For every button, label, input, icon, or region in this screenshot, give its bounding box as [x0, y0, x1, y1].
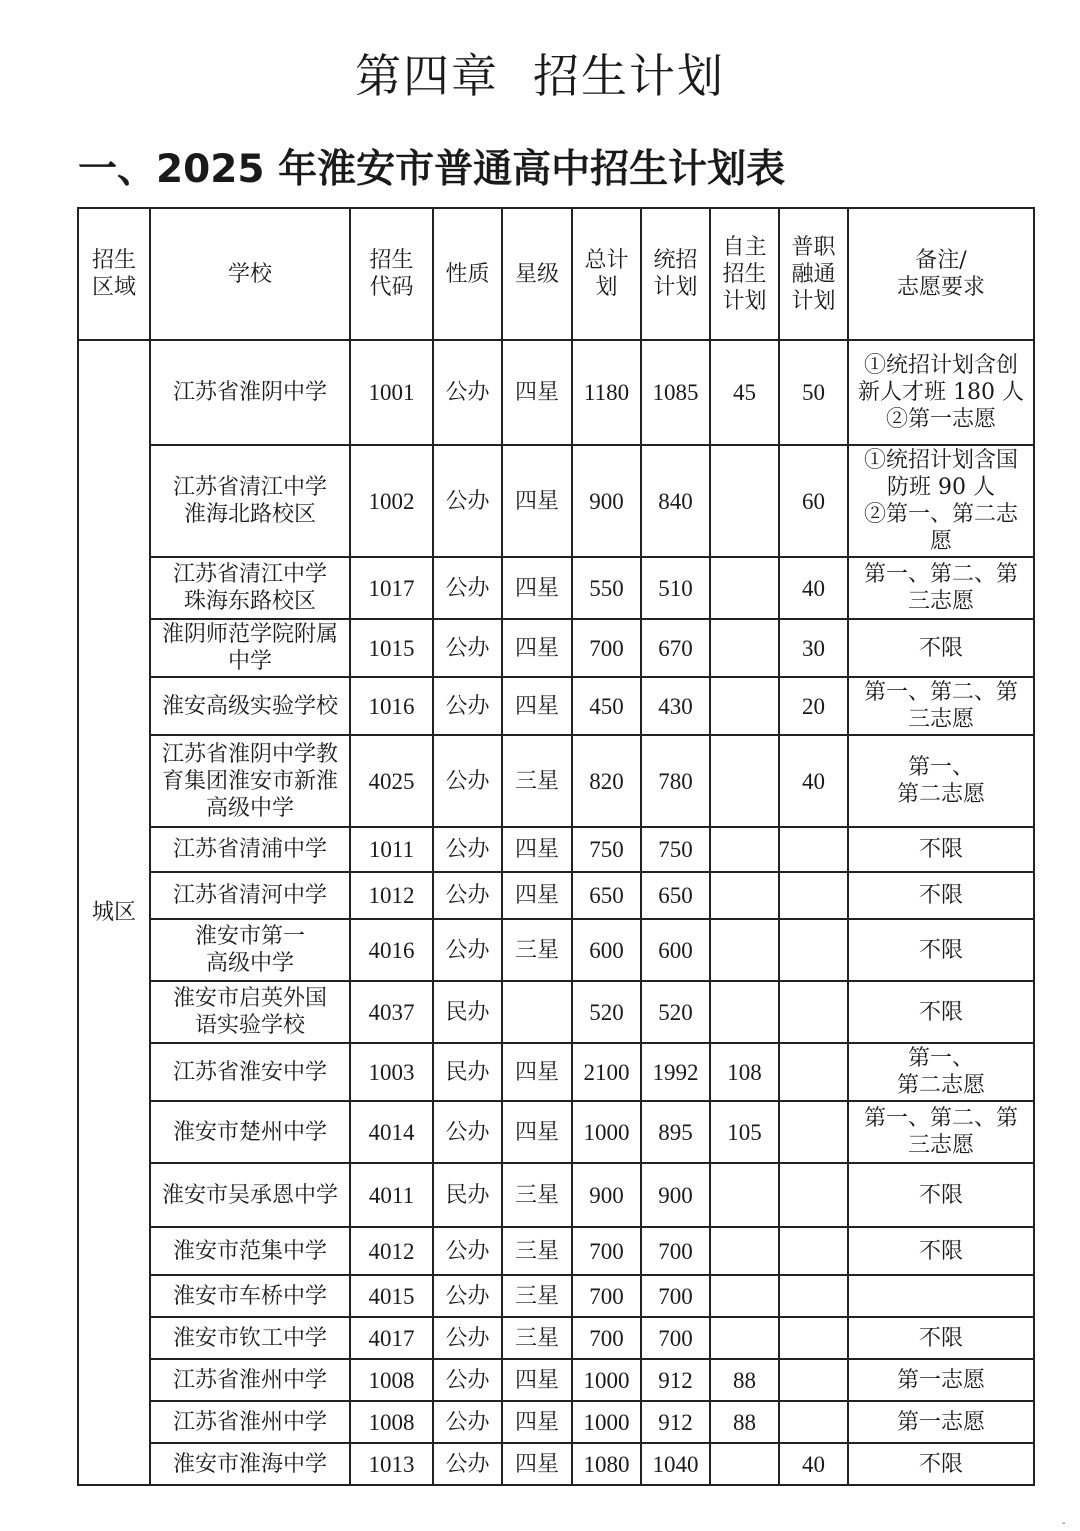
note-cell: 第一、第二、第 三志愿 — [848, 557, 1034, 619]
enrollment-plan-table — [77, 207, 1035, 1486]
header-code: 招生 代码 — [350, 208, 433, 340]
star-cell: 四星 — [502, 340, 572, 445]
note-cell: 不限 — [848, 919, 1034, 981]
integrated-cell — [779, 827, 848, 872]
autonomous-cell — [710, 1275, 779, 1317]
school-cell: 淮阴师范学院附属 中学 — [150, 619, 350, 677]
autonomous-cell: 45 — [710, 340, 779, 445]
code-cell: 1013 — [350, 1443, 433, 1485]
star-cell: 四星 — [502, 1101, 572, 1163]
table-row — [78, 1359, 1034, 1401]
type-cell: 公办 — [433, 619, 502, 677]
star-cell: 四星 — [502, 1401, 572, 1443]
autonomous-cell — [710, 872, 779, 919]
table-row — [78, 1401, 1034, 1443]
integrated-cell: 30 — [779, 619, 848, 677]
unified-cell: 670 — [641, 619, 710, 677]
table-row — [78, 981, 1034, 1043]
star-cell — [502, 981, 572, 1043]
school-cell: 淮安市车桥中学 — [150, 1275, 350, 1317]
unified-cell: 650 — [641, 872, 710, 919]
table-row — [78, 1227, 1034, 1275]
note-cell: ①统招计划含创 新人才班 180 人 ②第一志愿 — [848, 340, 1034, 445]
star-cell: 三星 — [502, 919, 572, 981]
autonomous-cell — [710, 981, 779, 1043]
total-cell: 520 — [572, 981, 641, 1043]
type-cell: 公办 — [433, 735, 502, 827]
integrated-cell: 40 — [779, 557, 848, 619]
school-cell: 淮安市钦工中学 — [150, 1317, 350, 1359]
table-row — [78, 1163, 1034, 1227]
code-cell: 4016 — [350, 919, 433, 981]
code-cell: 1002 — [350, 445, 433, 557]
note-cell: 第一、第二、第 三志愿 — [848, 677, 1034, 735]
star-cell: 四星 — [502, 557, 572, 619]
integrated-cell — [779, 1359, 848, 1401]
school-cell: 淮安市吴承恩中学 — [150, 1163, 350, 1227]
total-cell: 1000 — [572, 1101, 641, 1163]
total-cell: 700 — [572, 1317, 641, 1359]
total-cell: 700 — [572, 1227, 641, 1275]
autonomous-cell — [710, 735, 779, 827]
type-cell: 公办 — [433, 1227, 502, 1275]
code-cell: 1003 — [350, 1043, 433, 1101]
table-header-row — [78, 208, 1034, 340]
code-cell: 1012 — [350, 872, 433, 919]
note-cell: 不限 — [848, 1163, 1034, 1227]
autonomous-cell — [710, 619, 779, 677]
type-cell: 公办 — [433, 677, 502, 735]
table-row — [78, 1443, 1034, 1485]
total-cell: 650 — [572, 872, 641, 919]
integrated-cell — [779, 1043, 848, 1101]
header-region: 招生 区域 — [78, 208, 150, 340]
unified-cell: 430 — [641, 677, 710, 735]
total-cell: 1000 — [572, 1359, 641, 1401]
star-cell: 三星 — [502, 1163, 572, 1227]
table-row — [78, 1043, 1034, 1101]
unified-cell: 840 — [641, 445, 710, 557]
code-cell: 4037 — [350, 981, 433, 1043]
school-cell: 淮安市启英外国 语实验学校 — [150, 981, 350, 1043]
code-cell: 1015 — [350, 619, 433, 677]
school-cell: 江苏省淮安中学 — [150, 1043, 350, 1101]
type-cell: 民办 — [433, 981, 502, 1043]
header-unified: 统招 计划 — [641, 208, 710, 340]
autonomous-cell — [710, 557, 779, 619]
unified-cell: 895 — [641, 1101, 710, 1163]
note-cell: 不限 — [848, 1227, 1034, 1275]
unified-cell: 912 — [641, 1401, 710, 1443]
total-cell: 820 — [572, 735, 641, 827]
unified-cell: 510 — [641, 557, 710, 619]
autonomous-cell — [710, 445, 779, 557]
table-row — [78, 1101, 1034, 1163]
note-cell: 不限 — [848, 1317, 1034, 1359]
school-cell: 淮安高级实验学校 — [150, 677, 350, 735]
table-row — [78, 445, 1034, 557]
chapter-heading — [0, 40, 1080, 106]
star-cell: 四星 — [502, 445, 572, 557]
note-cell: 不限 — [848, 1443, 1034, 1485]
code-cell: 1008 — [350, 1359, 433, 1401]
table-row — [78, 1317, 1034, 1359]
total-cell: 750 — [572, 827, 641, 872]
header-integrated: 普职 融通 计划 — [779, 208, 848, 340]
autonomous-cell: 105 — [710, 1101, 779, 1163]
total-cell: 700 — [572, 1275, 641, 1317]
region-cell: 城区 — [78, 340, 150, 1485]
star-cell: 四星 — [502, 619, 572, 677]
star-cell: 四星 — [502, 677, 572, 735]
type-cell: 民办 — [433, 1043, 502, 1101]
note-cell: ①统招计划含国 防班 90 人 ②第一、第二志 愿 — [848, 445, 1034, 557]
total-cell: 900 — [572, 445, 641, 557]
star-cell: 四星 — [502, 1043, 572, 1101]
type-cell: 公办 — [433, 872, 502, 919]
integrated-cell: 40 — [779, 735, 848, 827]
autonomous-cell — [710, 1227, 779, 1275]
type-cell: 公办 — [433, 1275, 502, 1317]
note-cell: 不限 — [848, 619, 1034, 677]
unified-cell: 1992 — [641, 1043, 710, 1101]
code-cell: 1011 — [350, 827, 433, 872]
total-cell: 2100 — [572, 1043, 641, 1101]
integrated-cell — [779, 872, 848, 919]
star-cell: 四星 — [502, 1359, 572, 1401]
code-cell: 4012 — [350, 1227, 433, 1275]
note-cell: 第一、 第二志愿 — [848, 735, 1034, 827]
code-cell: 1008 — [350, 1401, 433, 1443]
integrated-cell — [779, 981, 848, 1043]
type-cell: 公办 — [433, 1443, 502, 1485]
autonomous-cell: 88 — [710, 1401, 779, 1443]
type-cell: 公办 — [433, 919, 502, 981]
note-cell: 第一志愿 — [848, 1401, 1034, 1443]
header-total: 总计 划 — [572, 208, 641, 340]
integrated-cell — [779, 919, 848, 981]
integrated-cell: 40 — [779, 1443, 848, 1485]
unified-cell: 700 — [641, 1227, 710, 1275]
note-cell: 第一志愿 — [848, 1359, 1034, 1401]
star-cell: 四星 — [502, 872, 572, 919]
autonomous-cell — [710, 919, 779, 981]
note-cell — [848, 1275, 1034, 1317]
table-row — [78, 919, 1034, 981]
integrated-cell — [779, 1101, 848, 1163]
section-title: 一、2025 年淮安市普通高中招生计划表 — [78, 147, 786, 192]
type-cell: 公办 — [433, 827, 502, 872]
autonomous-cell — [710, 1163, 779, 1227]
note-cell: 第一、第二、第 三志愿 — [848, 1101, 1034, 1163]
note-cell: 不限 — [848, 981, 1034, 1043]
type-cell: 公办 — [433, 1101, 502, 1163]
header-type: 性质 — [433, 208, 502, 340]
chapter-subtitle: 招生计划 — [533, 49, 725, 103]
school-cell: 淮安市楚州中学 — [150, 1101, 350, 1163]
school-cell: 江苏省清河中学 — [150, 872, 350, 919]
school-cell: 江苏省淮州中学 — [150, 1401, 350, 1443]
unified-cell: 900 — [641, 1163, 710, 1227]
integrated-cell — [779, 1401, 848, 1443]
autonomous-cell — [710, 827, 779, 872]
total-cell: 550 — [572, 557, 641, 619]
autonomous-cell — [710, 677, 779, 735]
total-cell: 1180 — [572, 340, 641, 445]
type-cell: 公办 — [433, 340, 502, 445]
type-cell: 公办 — [433, 1401, 502, 1443]
code-cell: 4014 — [350, 1101, 433, 1163]
header-school: 学校 — [150, 208, 350, 340]
table-row — [78, 557, 1034, 619]
integrated-cell: 20 — [779, 677, 848, 735]
star-cell: 三星 — [502, 1227, 572, 1275]
school-cell: 江苏省淮阴中学教 育集团淮安市新淮 高级中学 — [150, 735, 350, 827]
table-row — [78, 619, 1034, 677]
total-cell: 1000 — [572, 1401, 641, 1443]
note-cell: 不限 — [848, 872, 1034, 919]
note-cell: 第一、 第二志愿 — [848, 1043, 1034, 1101]
school-cell: 淮安市范集中学 — [150, 1227, 350, 1275]
school-cell: 江苏省淮阴中学 — [150, 340, 350, 445]
total-cell: 450 — [572, 677, 641, 735]
table-row — [78, 677, 1034, 735]
header-star: 星级 — [502, 208, 572, 340]
type-cell: 公办 — [433, 1359, 502, 1401]
code-cell: 1017 — [350, 557, 433, 619]
autonomous-cell — [710, 1443, 779, 1485]
total-cell: 1080 — [572, 1443, 641, 1485]
school-cell: 淮安市淮海中学 — [150, 1443, 350, 1485]
total-cell: 700 — [572, 619, 641, 677]
star-cell: 三星 — [502, 735, 572, 827]
table-row — [78, 735, 1034, 827]
table-row — [78, 340, 1034, 445]
unified-cell: 780 — [641, 735, 710, 827]
integrated-cell — [779, 1275, 848, 1317]
table-row — [78, 827, 1034, 872]
autonomous-cell: 108 — [710, 1043, 779, 1101]
school-cell: 江苏省淮州中学 — [150, 1359, 350, 1401]
integrated-cell — [779, 1227, 848, 1275]
code-cell: 1016 — [350, 677, 433, 735]
code-cell: 4015 — [350, 1275, 433, 1317]
integrated-cell: 50 — [779, 340, 848, 445]
unified-cell: 1085 — [641, 340, 710, 445]
unified-cell: 520 — [641, 981, 710, 1043]
autonomous-cell — [710, 1317, 779, 1359]
school-cell: 江苏省清江中学 珠海东路校区 — [150, 557, 350, 619]
type-cell: 公办 — [433, 557, 502, 619]
autonomous-cell: 88 — [710, 1359, 779, 1401]
code-cell: 1001 — [350, 340, 433, 445]
unified-cell: 912 — [641, 1359, 710, 1401]
unified-cell: 700 — [641, 1317, 710, 1359]
star-cell: 三星 — [502, 1317, 572, 1359]
integrated-cell — [779, 1317, 848, 1359]
total-cell: 900 — [572, 1163, 641, 1227]
type-cell: 公办 — [433, 1317, 502, 1359]
integrated-cell: 60 — [779, 445, 848, 557]
unified-cell: 700 — [641, 1275, 710, 1317]
total-cell: 600 — [572, 919, 641, 981]
type-cell: 民办 — [433, 1163, 502, 1227]
school-cell: 淮安市第一 高级中学 — [150, 919, 350, 981]
school-cell: 江苏省清浦中学 — [150, 827, 350, 872]
page-mark: - — [1062, 1518, 1066, 1529]
unified-cell: 600 — [641, 919, 710, 981]
unified-cell: 1040 — [641, 1443, 710, 1485]
star-cell: 四星 — [502, 827, 572, 872]
code-cell: 4011 — [350, 1163, 433, 1227]
code-cell: 4017 — [350, 1317, 433, 1359]
header-note: 备注/ 志愿要求 — [848, 208, 1034, 340]
integrated-cell — [779, 1163, 848, 1227]
header-autonomous: 自主 招生 计划 — [710, 208, 779, 340]
table-body — [78, 340, 1034, 1485]
star-cell: 四星 — [502, 1443, 572, 1485]
star-cell: 三星 — [502, 1275, 572, 1317]
table-row — [78, 1275, 1034, 1317]
school-cell: 江苏省清江中学 淮海北路校区 — [150, 445, 350, 557]
note-cell: 不限 — [848, 827, 1034, 872]
table-row — [78, 872, 1034, 919]
chapter-number: 第四章 — [355, 49, 499, 103]
type-cell: 公办 — [433, 445, 502, 557]
unified-cell: 750 — [641, 827, 710, 872]
code-cell: 4025 — [350, 735, 433, 827]
